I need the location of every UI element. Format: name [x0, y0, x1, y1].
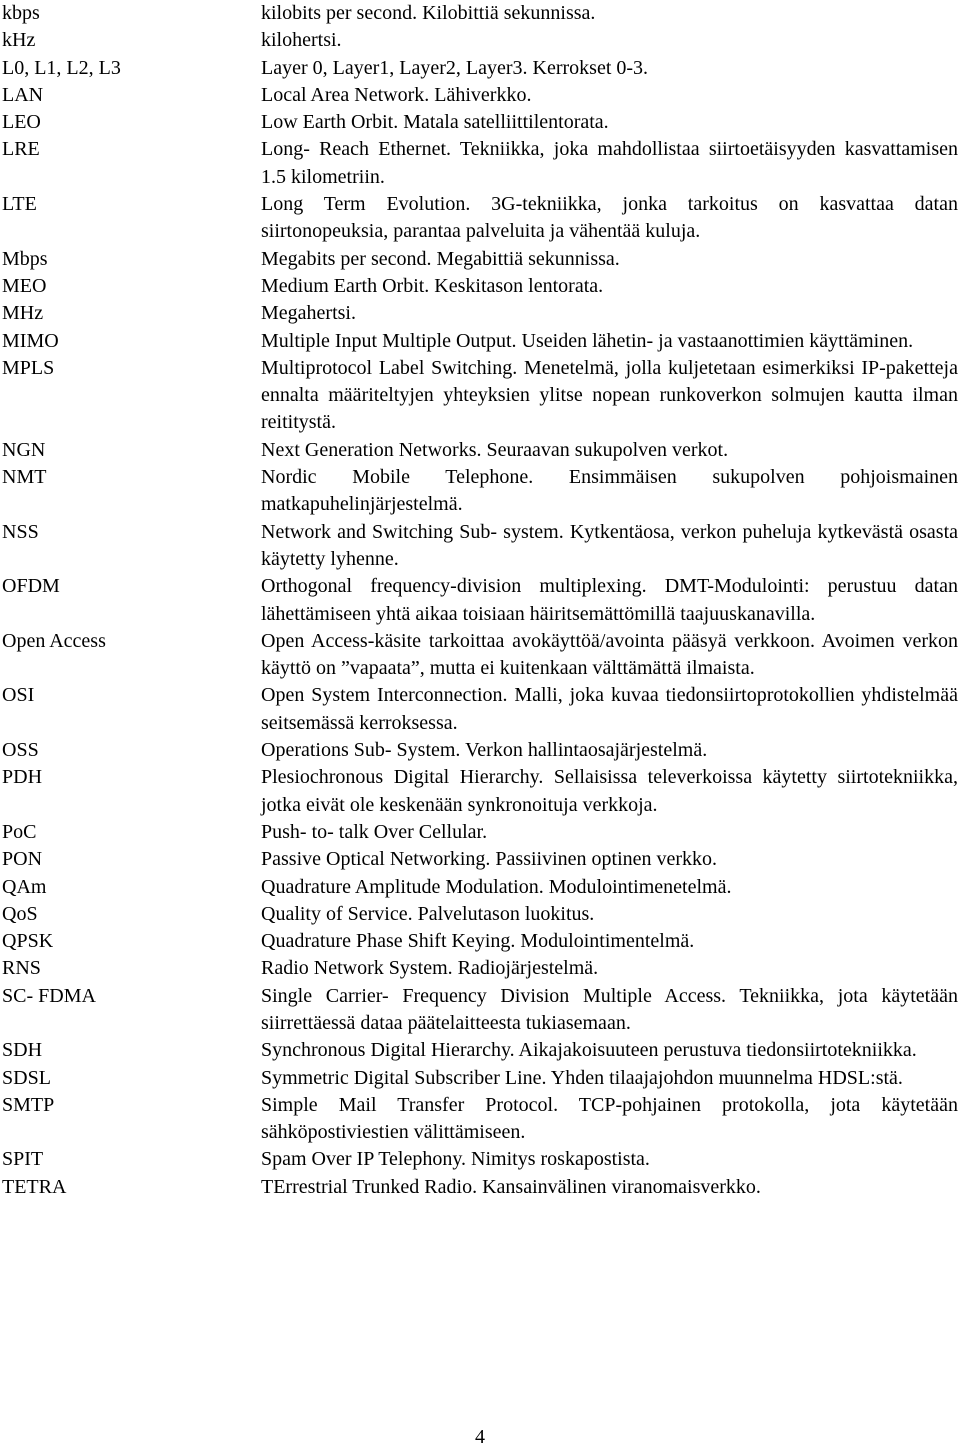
glossary-entry	[0, 109, 960, 136]
glossary-entry	[0, 1037, 960, 1064]
glossary-term: SPIT	[2, 1148, 44, 1171]
glossary-definition: Simple Mail Transfer Protocol. TCP-pohjainen protokolla, jota käytetään sähköpostiviestien välittämiseen.	[261, 1093, 958, 1144]
glossary-definition: Radio Network System. Radiojärjestelmä.	[261, 957, 599, 980]
glossary-definition: Megabits per second. Megabittiä sekunnissa.	[261, 247, 620, 270]
glossary-definition: Passive Optical Networking. Passiivinen optinen verkko.	[261, 848, 718, 871]
glossary-term: QPSK	[2, 930, 54, 953]
glossary-entry	[0, 1092, 960, 1147]
glossary-definition: Synchronous Digital Hierarchy. Aikajakoisuuteen perustuva tiedonsiirtotekniikka.	[261, 1039, 917, 1062]
glossary-entry	[0, 246, 960, 273]
glossary-entry	[0, 573, 960, 628]
glossary-entry	[0, 519, 960, 574]
glossary-definition: Operations Sub- System. Verkon hallintaosajärjestelmä.	[261, 739, 708, 762]
glossary-term: SC- FDMA	[2, 984, 96, 1007]
glossary-entry	[0, 82, 960, 109]
glossary-entry	[0, 819, 960, 846]
glossary-definition: Network and Switching Sub- system. Kytkentäosa, verkon puheluja kytkevästä osasta käytetty lyhenne.	[261, 520, 958, 570]
glossary-term: kbps	[2, 2, 40, 24]
glossary-entry	[0, 928, 960, 955]
glossary-term: Mbps	[2, 247, 48, 270]
glossary-entry	[0, 437, 960, 464]
glossary-definition: kilohertsi.	[261, 29, 342, 52]
glossary-definition: Quadrature Amplitude Modulation. Modulointimenetelmä.	[261, 875, 732, 898]
glossary-term: SMTP	[2, 1093, 55, 1116]
glossary-term: MIMO	[2, 329, 59, 352]
glossary-definition: Next Generation Networks. Seuraavan sukupolven verkot.	[261, 438, 729, 461]
glossary-term: MEO	[2, 274, 47, 297]
glossary-term: SDH	[2, 1039, 43, 1062]
glossary-term: NSS	[2, 520, 39, 543]
glossary-term: kHz	[2, 29, 36, 52]
glossary-term: LAN	[2, 83, 44, 106]
glossary-definition: Multiple Input Multiple Output. Useiden lähetin- ja vastaanottimien käyttäminen.	[261, 329, 914, 352]
glossary-term: NGN	[2, 438, 46, 461]
glossary-definition: Medium Earth Orbit. Keskitason lentorata.	[261, 274, 604, 297]
glossary-entry	[0, 1065, 960, 1092]
glossary-entry	[0, 355, 960, 437]
glossary-term: OSS	[2, 739, 39, 762]
glossary-term: LRE	[2, 138, 40, 161]
glossary-entry	[0, 983, 960, 1038]
glossary-term: PoC	[2, 820, 37, 843]
glossary-definition: Spam Over IP Telephony. Nimitys roskapostista.	[261, 1148, 650, 1171]
glossary-definition: Open System Interconnection. Malli, joka kuvaa tiedonsiirtoprotokollien yhdistelmää seitsemässä kerroksessa.	[261, 684, 958, 734]
glossary-entry	[0, 136, 960, 191]
glossary-definition: Multiprotocol Label Switching. Menetelmä, jolla kuljetetaan esimerkiksi IP-paketteja ennalta määriteltyjen yhteyksien ylitse nopean runkoverkon solmujen kautta ilman reititystä.	[261, 356, 958, 434]
glossary-definition: Orthogonal frequency-division multiplexing. DMT-Modulointi: perustuu datan lähettämiseen yhtä aikaa toisiaan häiritsemättömillä taajuuskanavilla.	[261, 575, 958, 625]
glossary-term: QoS	[2, 902, 38, 925]
glossary-term: MHz	[2, 302, 44, 325]
glossary-entry	[0, 628, 960, 683]
glossary-term: LTE	[2, 193, 37, 216]
glossary-definition: Local Area Network. Lähiverkko.	[261, 83, 532, 106]
glossary-term: MPLS	[2, 356, 55, 379]
glossary-term: PON	[2, 848, 43, 871]
glossary-term: Open Access	[2, 629, 106, 652]
glossary-definition: Plesiochronous Digital Hierarchy. Sellaisissa televerkoissa käytetty siirtotekniikka, jotka eivät ole keskenään synkronoituja verkkoja.	[261, 766, 958, 816]
glossary-term: PDH	[2, 766, 43, 789]
glossary-definition: Layer 0, Layer1, Layer2, Layer3. Kerrokset 0-3.	[261, 56, 649, 79]
glossary-term: OFDM	[2, 575, 60, 598]
glossary-term: RNS	[2, 957, 41, 980]
glossary-definition: Symmetric Digital Subscriber Line. Yhden tilaajajohdon muunnelma HDSL:stä.	[261, 1066, 903, 1089]
glossary-entry	[0, 55, 960, 82]
glossary-entry	[0, 682, 960, 737]
glossary-entry	[0, 1174, 960, 1201]
glossary-entry	[0, 737, 960, 764]
glossary-entry	[0, 901, 960, 928]
glossary-definition: TErrestrial Trunked Radio. Kansainvälinen viranomaisverkko.	[261, 1175, 761, 1198]
glossary-entry	[0, 300, 960, 327]
glossary-entry	[0, 191, 960, 246]
glossary-definition: Megahertsi.	[261, 302, 356, 325]
glossary-definition: Quality of Service. Palvelutason luokitus.	[261, 902, 595, 925]
glossary-definition: Long- Reach Ethernet. Tekniikka, joka mahdollistaa siirtoetäisyyden kasvattamisen 1.5 kilometriin.	[261, 138, 958, 188]
glossary-definition: Quadrature Phase Shift Keying. Modulointimentelmä.	[261, 930, 695, 953]
glossary-entry	[0, 955, 960, 982]
glossary-term: LEO	[2, 111, 41, 134]
glossary-definition: Long Term Evolution. 3G-tekniikka, jonka tarkoitus on kasvattaa datan siirtonopeuksia, parantaa palveluita ja vähentää kuluja.	[261, 193, 958, 243]
glossary-entry	[0, 464, 960, 519]
glossary-definition: kilobits per second. Kilobittiä sekunnissa.	[261, 2, 596, 24]
glossary-definition: Low Earth Orbit. Matala satelliittilentorata.	[261, 111, 609, 134]
glossary-definition: Nordic Mobile Telephone. Ensimmäisen sukupolven pohjoismainen matkapuhelinjärjestelmä.	[261, 466, 958, 516]
glossary-term: TETRA	[2, 1175, 67, 1198]
glossary-entry	[0, 328, 960, 355]
glossary-entry	[0, 273, 960, 300]
glossary-definition: Push- to- talk Over Cellular.	[261, 820, 488, 843]
glossary-entry	[0, 764, 960, 819]
glossary-term: L0, L1, L2, L3	[2, 56, 121, 79]
glossary-term: SDSL	[2, 1066, 51, 1089]
glossary-entry	[0, 0, 960, 27]
glossary-entry	[0, 1146, 960, 1173]
glossary-definition: Open Access-käsite tarkoittaa avokäyttöä/avointa pääsyä verkkoon. Avoimen verkon käyttö on ”vapaata”, mutta ei kuitenkaan välttämättä ilmaista.	[261, 629, 958, 680]
glossary-term: NMT	[2, 466, 47, 489]
glossary-term: OSI	[2, 684, 35, 707]
glossary-term: QAm	[2, 875, 47, 898]
glossary-entry	[0, 27, 960, 54]
glossary-entry	[0, 846, 960, 873]
glossary-definition: Single Carrier- Frequency Division Multiple Access. Tekniikka, jota käytetään siirrettäessä dataa päätelaitteesta tukiasemaan.	[261, 984, 958, 1034]
glossary-entry	[0, 874, 960, 901]
page-number: 4	[475, 1426, 485, 1448]
